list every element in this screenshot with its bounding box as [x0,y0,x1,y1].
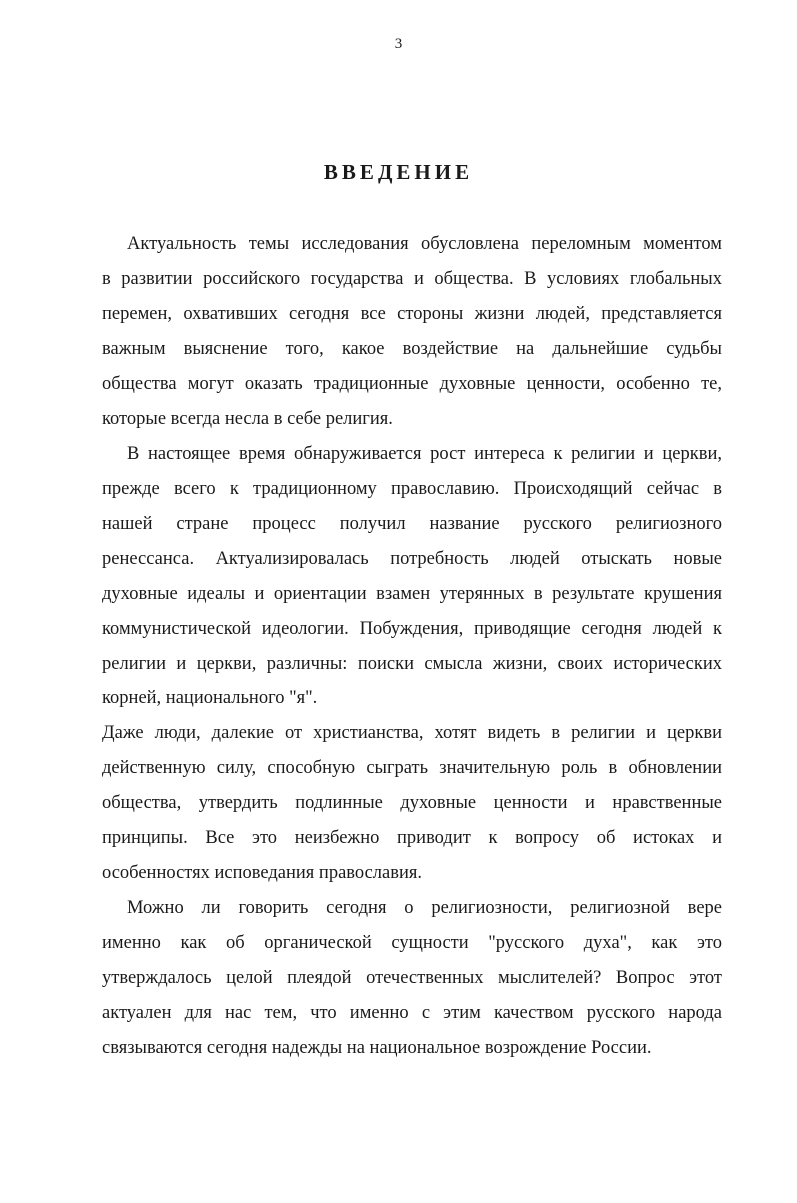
text-line: действенную силу, способную сыграть значительную роль в обновлении [102,758,722,778]
text-line: утверждалось целой плеядой отечественных мыслителей? Вопрос этот [102,968,722,988]
page-title: ВВЕДЕНИЕ [323,160,474,184]
text-line: корней, национального "я". [102,688,318,708]
text-line: общества могут оказать традиционные духовные ценности, особенно те, [102,374,722,394]
text-line: общества, утвердить подлинные духовные ценности и нравственные [102,793,722,813]
text-line: нашей стране процесс получил название русского религиозного [102,514,722,534]
text-line: которые всегда несла в себе религия. [102,409,393,429]
text-line: религии и церкви, различны: поиски смысла жизни, своих исторических [102,654,722,674]
text-line: особенностях исповедания православия. [102,863,423,883]
text-line: духовные идеалы и ориентации взамен утерянных в результате крушения [102,584,722,604]
text-line: актуален для нас тем, что именно с этим качеством русского народа [102,1003,722,1023]
text-line: связываются сегодня надежды на национальное возрождение России. [102,1038,652,1058]
text-line: принципы. Все это неизбежно приводит к вопросу об истоках и [102,828,722,848]
text-line: важным выяснение того, какое воздействие на дальнейшие судьбы [102,339,722,359]
text-line: перемен, охвативших сегодня все стороны жизни людей, представляется [102,304,722,324]
text-line: Актуальность темы исследования обусловлена переломным моментом [127,234,722,254]
text-line: В настоящее время обнаруживается рост интереса к религии и церкви, [127,444,722,464]
page-number: 3 [394,36,403,52]
text-line: ренессанса. Актуализировалась потребность людей отыскать новые [102,549,722,569]
text-line: Даже люди, далекие от христианства, хотят видеть в религии и церкви [102,723,722,743]
text-line: прежде всего к традиционному православию. Происходящий сейчас в [102,479,722,499]
text-line: коммунистической идеологии. Побуждения, приводящие сегодня людей к [102,619,722,639]
text-line: именно как об органической сущности "русского духа", как это [102,933,722,953]
text-line: Можно ли говорить сегодня о религиозности, религиозной вере [127,898,722,918]
text-line: в развитии российского государства и общества. В условиях глобальных [102,269,722,289]
